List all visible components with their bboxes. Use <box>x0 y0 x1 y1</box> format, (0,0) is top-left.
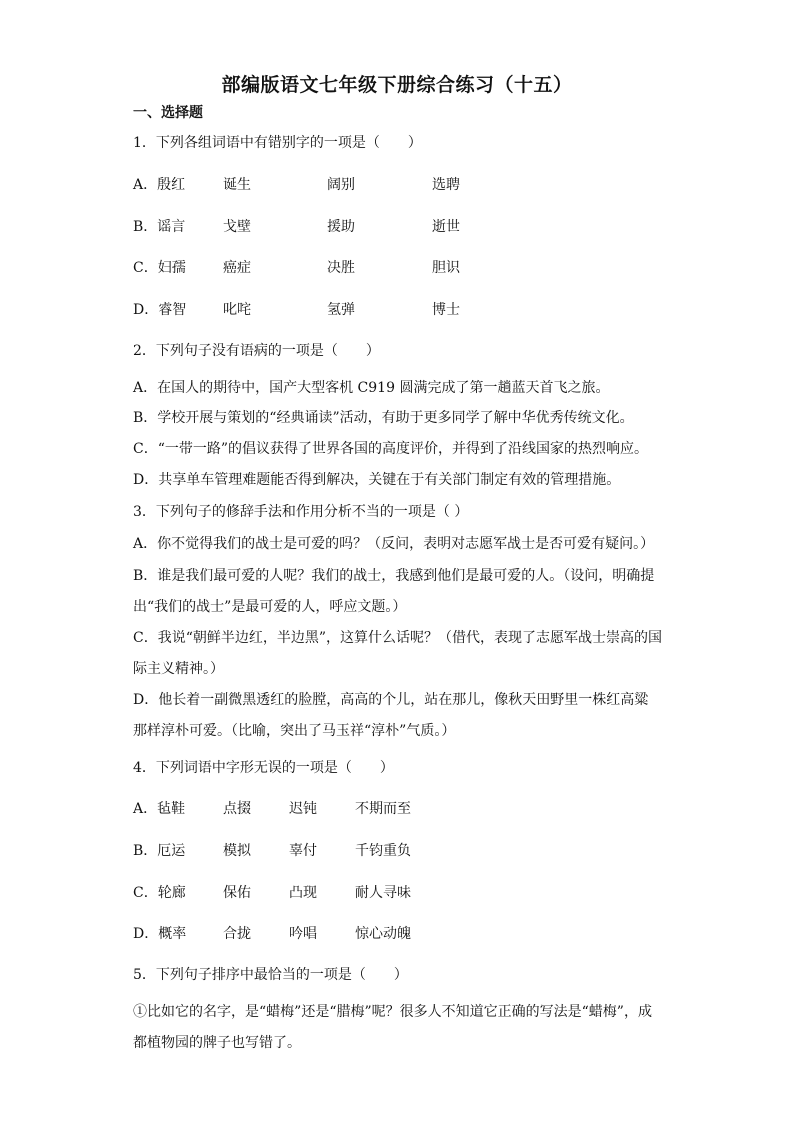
q4-option-a-word: 点掇 <box>223 801 251 817</box>
q1-option-c-word: 决胜 <box>327 260 355 276</box>
q3-text-line: 那样淳朴可爱。（比喻，突出了马玉祥“淳朴”气质。） <box>133 723 456 739</box>
q4-option-d-label: D．概率 <box>133 926 187 942</box>
page-title: 部编版语文七年级下册综合练习（十五） <box>221 74 573 96</box>
q1-option-c-word: 癌症 <box>223 260 251 276</box>
q4-stem: 4．下列词语中字形无误的一项是（ ） <box>133 760 394 776</box>
q3-text-line: B．谁是我们最可爱的人呢？我们的战士，我感到他们是最可爱的人。（设问，明确提 <box>133 568 655 584</box>
q3-text-line: A．你不觉得我们的战士是可爱的吗？（反问，表明对志愿军战士是否可爱有疑问。） <box>133 536 655 552</box>
q4-option-b-label: B．厄运 <box>133 843 186 859</box>
q4-option-a-word: 不期而至 <box>355 801 411 817</box>
q1-option-c-word: 胆识 <box>432 260 460 276</box>
q5-text-line: 都植物园的牌子也写错了。 <box>133 1035 301 1051</box>
q3-text-line: 出“我们的战士”是最可爱的人，呼应文题。） <box>133 599 407 615</box>
q4-option-c-label: C．轮廊 <box>133 885 186 901</box>
q1-option-d-word: 博士 <box>432 302 460 318</box>
q4-option-d-word: 合拢 <box>223 926 251 942</box>
q1-option-a-word: 选聘 <box>432 177 460 193</box>
q4-option-d-word: 惊心动魄 <box>355 926 411 942</box>
q2-option-d: D．共享单车管理难题能否得到解决，关键在于有关部门制定有效的管理措施。 <box>133 472 621 488</box>
q4-option-c-word: 凸现 <box>289 885 317 901</box>
q4-option-b-word: 辜付 <box>289 843 317 859</box>
q1-option-a-word: 诞生 <box>223 177 251 193</box>
q1-option-b-label: B．谣言 <box>133 219 186 235</box>
q4-option-d-word: 吟唱 <box>289 926 317 942</box>
q4-option-b-word: 模拟 <box>223 843 251 859</box>
q1-option-a-word: 阔别 <box>327 177 355 193</box>
q1-option-d-word: 叱咤 <box>223 302 251 318</box>
q2-option-b: B．学校开展与策划的“经典诵读”活动，有助于更多同学了解中华优秀传统文化。 <box>133 410 634 426</box>
q3-text-line: 际主义精神。） <box>133 661 224 677</box>
q2-option-c: C．“一带一路”的倡议获得了世界各国的高度评价，并得到了沿线国家的热烈响应。 <box>133 441 649 457</box>
q1-option-c-label: C．妇孺 <box>133 260 186 276</box>
q1-option-d-word: 氢弹 <box>327 302 355 318</box>
q5-text-line: ①比如它的名字，是“蜡梅”还是“腊梅”呢？很多人不知道它正确的写法是“蜡梅”，成 <box>133 1004 652 1020</box>
q5-stem: 5．下列句子排序中最恰当的一项是（ ） <box>133 967 408 983</box>
q4-option-a-word: 迟钝 <box>289 801 317 817</box>
q3-stem: 3．下列句子的修辞手法和作用分析不当的一项是（ ） <box>133 504 469 520</box>
q4-option-b-word: 千钧重负 <box>355 843 411 859</box>
q3-text-line: D．他长着一副微黑透红的脸膛，高高的个儿，站在那儿，像秋天田野里一株红高粱 <box>133 692 649 708</box>
q4-option-c-word: 保佑 <box>223 885 251 901</box>
q3-text-line: C．我说“朝鲜半边红，半边黑”，这算什么话呢？（借代，表现了志愿军战士崇高的国 <box>133 630 663 646</box>
q4-option-c-word: 耐人寻味 <box>355 885 411 901</box>
section-heading: 一、选择题 <box>133 105 203 121</box>
q1-option-a-label: A．殷红 <box>133 177 186 193</box>
q1-option-b-word: 援助 <box>327 219 355 235</box>
q2-option-a: A．在国人的期待中，国产大型客机 C919 圆满完成了第一趟蓝天首飞之旅。 <box>133 380 610 396</box>
q2-stem: 2．下列句子没有语病的一项是（ ） <box>133 343 380 359</box>
q1-option-b-word: 逝世 <box>432 219 460 235</box>
q1-option-b-word: 戈壁 <box>223 219 251 235</box>
q4-option-a-label: A．毡鞋 <box>133 801 186 817</box>
q1-option-d-label: D．睿智 <box>133 302 187 318</box>
q1-stem: 1．下列各组词语中有错别字的一项是（ ） <box>133 135 422 151</box>
